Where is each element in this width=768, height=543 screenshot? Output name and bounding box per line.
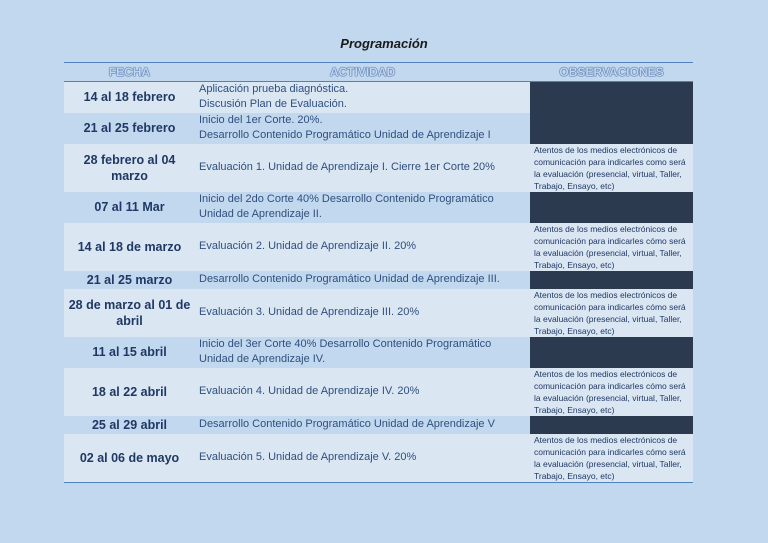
actividad-line: Aplicación prueba diagnóstica. [199, 83, 349, 96]
fecha-cell: 14 al 18 febrero [64, 82, 195, 113]
header-fecha: FECHA [64, 63, 195, 82]
schedule-rows [64, 82, 693, 483]
table-row [64, 271, 693, 289]
observaciones-cell: Atentos de los medios electrónicos de comunicación para indicarles cómo será la evaluación (presencial, virtual, Taller, Trabajo, Ensayo, etc) [530, 368, 693, 416]
fecha-cell: 25 al 29 abril [64, 416, 195, 434]
actividad-line: Unidad de Aprendizaje II. [199, 208, 322, 220]
actividad-line: Inicio del 3er Corte 40% Desarrollo Contenido Programático [199, 338, 492, 350]
header-observaciones: OBSERVACIONES [530, 63, 693, 82]
actividad-line: Evaluación 2. Unidad de Aprendizaje II. 20% [199, 240, 417, 252]
actividad-cell [195, 337, 530, 368]
table-row [64, 337, 693, 368]
actividad-line: Evaluación 4. Unidad de Aprendizaje IV. 20% [199, 385, 420, 397]
actividad-cell [195, 271, 530, 289]
observaciones-cell [530, 113, 693, 144]
actividad-cell [195, 416, 530, 434]
header-row [64, 63, 693, 82]
observaciones-cell: Atentos de los medios electrónicos de comunicación para indicarles cómo será la evaluación (presencial, virtual, Taller, Trabajo, Ensayo, etc) [530, 223, 693, 271]
observaciones-cell [530, 416, 693, 434]
observaciones-cell: Atentos de los medios electrónicos de comunicación para indicarles cómo será la evaluación (presencial, virtual, Taller, Trabajo, Ensayo, etc) [530, 434, 693, 483]
table-row [64, 416, 693, 434]
table-row [64, 434, 693, 483]
observaciones-cell: Atentos de los medios electrónicos de comunicación para indicarles como será la evaluación (presencial, virtual, Taller, Trabajo, Ensayo, etc) [530, 144, 693, 192]
actividad-cell [195, 113, 530, 144]
actividad-cell [195, 82, 530, 113]
table-row [64, 223, 693, 271]
fecha-cell: 21 al 25 marzo [64, 271, 195, 289]
fecha-cell: 28 febrero al 04 marzo [64, 144, 195, 192]
actividad-line: Evaluación 3. Unidad de Aprendizaje III. 20% [199, 306, 420, 318]
header-actividad: ACTIVIDAD [195, 63, 530, 82]
table-row [64, 144, 693, 192]
actividad-cell [195, 368, 530, 416]
table-row [64, 192, 693, 223]
fecha-cell: 02 al 06 de mayo [64, 434, 195, 483]
actividad-cell [195, 192, 530, 223]
observaciones-cell [530, 192, 693, 223]
actividad-line: Inicio del 1er Corte. 20%. [199, 114, 323, 126]
actividad-cell [195, 223, 530, 271]
fecha-cell: 21 al 25 febrero [64, 113, 195, 144]
observaciones-cell [530, 337, 693, 368]
page-title: Programación [340, 36, 428, 51]
fecha-cell: 11 al 15 abril [64, 337, 195, 368]
table-row [64, 82, 693, 113]
observaciones-cell [530, 271, 693, 289]
observaciones-cell [530, 82, 693, 113]
actividad-line: Desarrollo Contenido Programático Unidad de Aprendizaje I [199, 129, 491, 141]
table-row [64, 289, 693, 337]
actividad-line: Evaluación 1. Unidad de Aprendizaje I. Cierre 1er Corte 20% [199, 161, 495, 173]
actividad-line: Discusión Plan de Evaluación. [199, 98, 347, 111]
table-row [64, 113, 693, 144]
fecha-cell: 28 de marzo al 01 de abril [64, 289, 195, 337]
actividad-cell [195, 434, 530, 483]
fecha-cell: 18 al 22 abril [64, 368, 195, 416]
table-row [64, 368, 693, 416]
schedule-table [64, 62, 693, 483]
actividad-line: Evaluación 5. Unidad de Aprendizaje V. 20% [199, 451, 417, 463]
actividad-cell [195, 144, 530, 192]
actividad-line: Unidad de Aprendizaje IV. [199, 353, 326, 365]
fecha-cell: 07 al 11 Mar [64, 192, 195, 223]
actividad-line: Desarrollo Contenido Programático Unidad de Aprendizaje V [199, 418, 495, 430]
observaciones-cell: Atentos de los medios electrónicos de comunicación para indicarles cómo será la evaluación (presencial, virtual, Taller, Trabajo, Ensayo, etc) [530, 289, 693, 337]
actividad-line: Inicio del 2do Corte 40% Desarrollo Contenido Programático [199, 193, 494, 205]
actividad-cell [195, 289, 530, 337]
actividad-line: Desarrollo Contenido Programático Unidad de Aprendizaje III. [199, 273, 500, 285]
fecha-cell: 14 al 18 de marzo [64, 223, 195, 271]
